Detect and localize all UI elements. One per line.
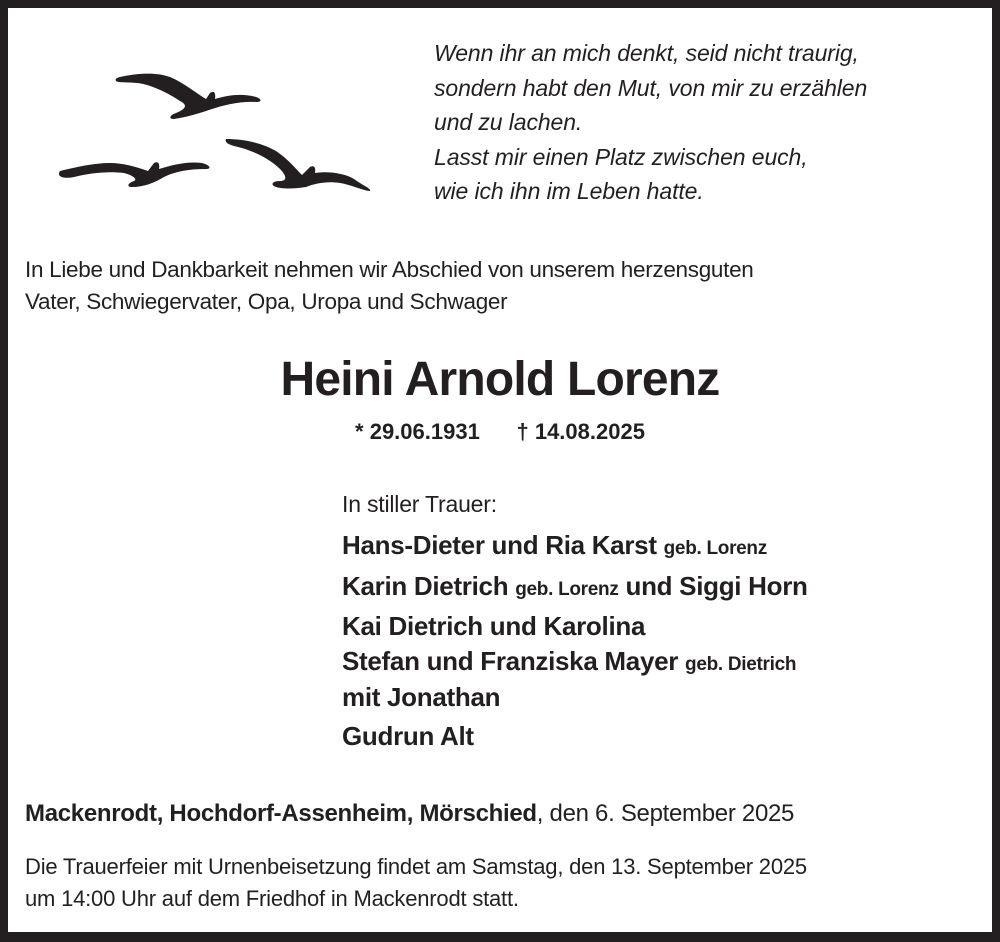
poem-line: wie ich ihn im Leben hatte. <box>434 178 704 204</box>
poem-line: sondern habt den Mut, von mir zu erzählen <box>434 74 868 101</box>
mourner-partner: und Siggi Horn <box>625 570 808 601</box>
intro-line: In Liebe und Dankbarkeit nehmen wir Abschied von unserem herzensguten <box>25 257 754 282</box>
mourner-names: Gudrun Alt <box>342 720 474 751</box>
funeral-info <box>25 851 807 915</box>
flying-birds-icon <box>48 63 378 203</box>
mourner-names: Stefan und Franziska Mayer <box>342 645 679 676</box>
mourner-row <box>342 527 808 568</box>
place-and-date <box>25 798 794 830</box>
maiden-name: geb. Lorenz <box>663 538 767 559</box>
mourner-row <box>342 718 808 756</box>
life-dates: * 29.06.1931 † 14.08.2025 <box>355 419 645 444</box>
obituary-notice <box>8 8 992 932</box>
mourner-names: Kai Dietrich und Karolina <box>342 611 646 641</box>
intro-text <box>25 254 754 318</box>
intro-line: Vater, Schwiegervater, Opa, Uropa und Schwager <box>25 289 508 314</box>
poem-line: Lasst mir einen Platz zwischen euch, <box>434 143 808 170</box>
mourner-row <box>342 646 808 680</box>
poem-line: und zu lachen. <box>434 109 583 135</box>
info-line: um 14:00 Uhr auf dem Friedhof in Mackenrodt statt. <box>25 886 519 911</box>
mourner-names: Hans-Dieter und Ria Karst <box>342 530 657 560</box>
towns: Mackenrodt, Hochdorf-Assenheim, Mörschied <box>25 800 537 827</box>
info-line: Die Trauerfeier mit Urnenbeisetzung findet am Samstag, den 13. September 2025 <box>25 854 807 879</box>
mourner-names: mit Jonathan <box>342 681 501 712</box>
maiden-name: geb. Dietrich <box>685 653 797 675</box>
mourner-row <box>342 568 808 609</box>
maiden-name: geb. Lorenz <box>515 578 619 600</box>
mourner-row <box>342 608 808 646</box>
poem-line: Wenn ihr an mich denkt, seid nicht traurig, <box>434 40 859 66</box>
mourner-names: Karin Dietrich <box>342 570 509 601</box>
mourners-label: In stiller Trauer: <box>342 491 497 517</box>
mourners-list <box>342 488 808 755</box>
mourner-row <box>342 680 808 714</box>
memorial-poem <box>434 36 867 209</box>
deceased-name: Heini Arnold Lorenz <box>280 353 720 406</box>
notice-date: , den 6. September 2025 <box>536 800 795 827</box>
